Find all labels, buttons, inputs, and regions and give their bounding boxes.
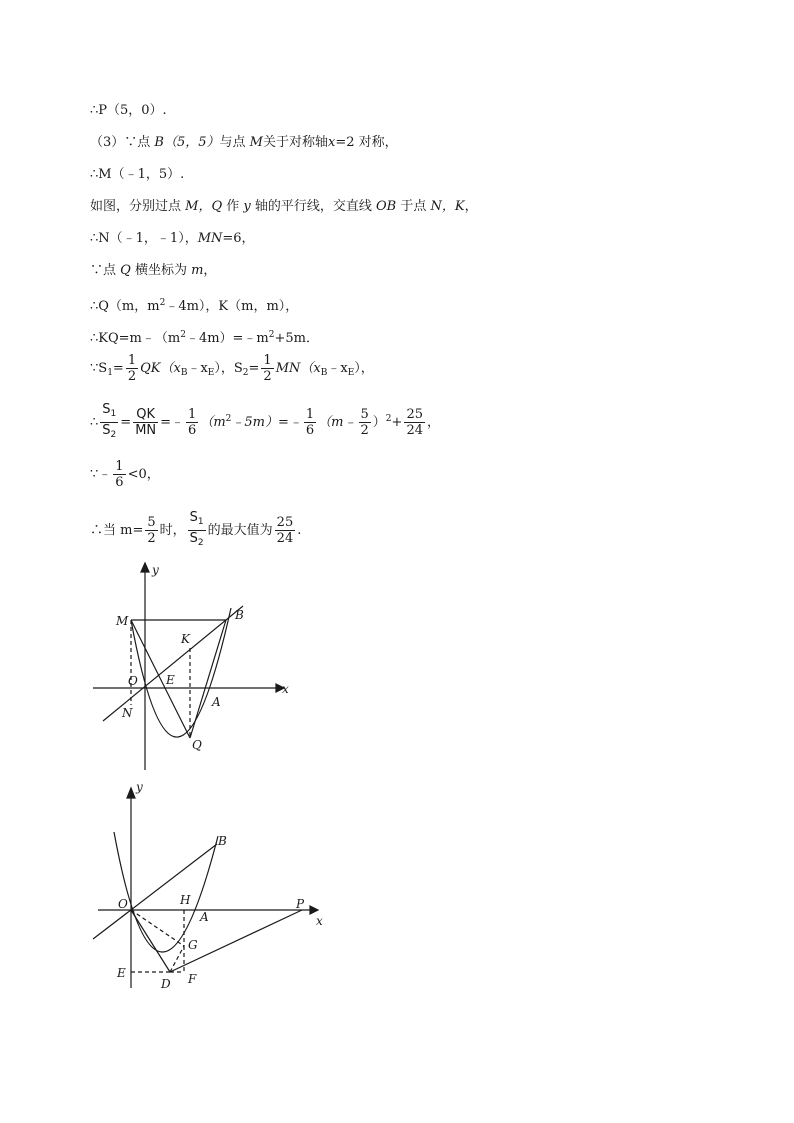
text-l12end: . [297,523,302,538]
text-l7a: ∴Q（m，m [90,299,160,314]
frac-num: 5 [147,515,156,530]
text-s2: S [189,531,198,546]
text-l8e: +5m． [274,331,319,346]
x-arrow [310,906,318,914]
label-e: E [117,966,126,980]
text-l4a: 如图，分别过点 [90,199,186,214]
frac-den: 6 [305,423,315,438]
frac-num: 1 [115,459,124,474]
label-m: M [116,614,129,628]
text-l6b: Q [120,263,131,278]
text-l10mid4: ） [372,415,386,430]
frac-num: 5 [360,407,369,422]
text-s2sub: 2 [110,430,117,440]
text-l9q: E [347,368,355,378]
text-l2c: 与点 [219,135,250,150]
label-b: B [235,608,244,622]
frac-num: 1 [263,353,272,368]
text-l9k: = [248,361,260,376]
fraction-one-sixth-3 [113,459,125,490]
fraction-half-2 [261,353,273,384]
text-l7c: ﹣4m），K（m，m）， [165,299,299,314]
text-l2f: x [327,135,336,150]
figure-2 [85,778,335,993]
text-l4h: N，K [430,199,465,214]
line-3 [90,166,184,184]
text-l10mid3: （m﹣ [318,415,357,430]
line-2 [90,134,398,152]
label-q: Q [192,738,202,752]
line-ob [93,844,217,939]
label-a: A [200,910,209,924]
fraction-one-sixth-1 [186,407,198,438]
label-y: y [152,563,159,577]
text-l2b: B（5，5） [154,135,220,150]
label-n: N [122,706,133,720]
dashed-og [131,910,184,946]
line-1 [90,102,167,120]
text-l10sq: 2 [225,414,232,424]
frac-den: 24 [406,423,423,438]
text-l9r: ）， [354,361,374,376]
frac-num: 25 [276,515,294,530]
frac-den: 2 [147,531,156,546]
text-l5c: =6， [222,231,255,246]
text-l4i: ， [464,199,478,214]
text-eq1: = [120,415,132,430]
fraction-one-sixth-2 [304,407,316,438]
line-11 [90,458,160,492]
text-l12b: 时， [159,523,186,538]
text-l6c: 横坐标为 [130,263,192,278]
text-l2a: （3）∵点 [90,135,155,150]
text-l9m: MN（x [275,361,321,376]
text-l2d: M [249,135,263,150]
label-o: O [128,674,138,688]
text-l10mid2: ﹣5m）=﹣ [231,415,302,430]
frac-den: 2 [263,369,272,384]
label-b: B [218,834,227,848]
text-s1sub: 1 [110,409,117,419]
text-l10sq2: 2 [385,414,392,424]
label-x: x [316,914,323,928]
text-l9p: ﹣x [327,361,348,376]
fraction-half-1 [126,353,138,384]
parabola-1 [131,608,231,737]
text-l11end: <0， [127,467,160,482]
fraction-s1-s2 [100,402,118,443]
label-o: O [118,897,128,911]
label-p: P [296,897,305,911]
frac-den: 6 [115,475,124,490]
text-l5b: MN [197,231,223,246]
frac-num: 1 [305,407,315,422]
label-k: K [181,632,190,646]
label-a: A [212,695,221,709]
line-10 [90,402,440,443]
text-l10pre: ∴ [90,415,99,430]
frac-num: 25 [406,407,423,422]
text-l1: ∴P（5，0）. [90,103,167,118]
line-5 [90,230,255,248]
text-s1: S [189,510,198,525]
text-l4c: 作 [222,199,244,214]
text-l9g: ﹣x [187,361,208,376]
text-l4g: 于点 [396,199,431,214]
frac-den: 6 [188,423,197,438]
text-l4d: y [243,199,251,214]
frac-den: 2 [127,369,137,384]
y-arrow [127,788,135,798]
text-l4e: 轴的平行线，交直线 [250,199,377,214]
fraction-five-halves-2 [145,515,157,546]
text-l6e: ， [203,263,217,278]
line-8 [90,326,319,348]
text-l9o: B [320,368,328,378]
text-l7b: 2 [159,298,166,308]
label-h: H [180,893,191,907]
text-l12a: ∴当 m= [90,523,144,538]
label-f: F [188,972,197,986]
text-s1: S [102,402,111,417]
text-l8c: ﹣4m）=﹣m [185,331,269,346]
text-s2sub: 2 [197,538,204,548]
text-l9e: QK（x [140,361,181,376]
line-9 [90,352,374,390]
line-7 [90,294,298,316]
text-l8d: 2 [268,330,275,340]
text-l6a: ∵点 [90,263,121,278]
segment-od [131,910,170,972]
text-l5a: ∴N（﹣1，﹣1）， [90,231,198,246]
fraction-five-halves [359,407,371,438]
text-l10end: ， [426,415,440,430]
text-l2g: =2 对称， [335,135,398,150]
text-l4f: OB [376,199,397,214]
label-x: x [282,682,289,696]
label-y: y [136,780,143,794]
label-g: G [188,938,198,952]
frac-num: 1 [127,353,137,368]
text-qk: QK [133,407,158,423]
text-l6d: m [191,263,204,278]
frac-den: 24 [276,531,294,546]
fraction-qk-mn [133,407,158,438]
text-l2e: 关于对称轴 [262,135,328,150]
fraction-25-24 [404,407,425,438]
y-arrow [141,563,149,572]
frac-den: 2 [360,423,369,438]
text-l8b: 2 [180,330,186,340]
line-12 [90,510,301,551]
text-l12c: 的最大值为 [207,523,273,538]
text-l4b: M，Q [185,199,223,214]
text-l9f: B [180,368,188,378]
frac-num: 1 [188,407,197,422]
text-s1sub: 1 [197,517,204,527]
figure-1 [85,560,315,775]
text-l9b: 1 [107,368,113,378]
text-l9i: ），S [214,361,243,376]
fraction-25-24-2 [275,515,296,546]
text-mn: MN [135,423,157,438]
text-l10mid: （m [200,415,226,430]
label-d: D [161,977,171,991]
text-l11pre: ∵﹣ [90,467,112,482]
label-e: E [166,673,175,687]
text-l9c: = [112,361,124,376]
text-l9j: 2 [242,368,249,378]
line-4 [90,198,478,216]
text-eq2: =﹣ [160,415,185,430]
text-s2: S [102,423,111,438]
text-l9a: ∵S [90,361,108,376]
line-6 [90,262,216,280]
text-l3: ∴M（﹣1，5）. [90,167,185,182]
text-l9h: E [207,368,215,378]
text-l10plus: + [391,415,403,430]
fraction-s1-s2-2 [188,510,206,551]
text-l8a: ∴KQ=m﹣（m [90,331,181,346]
